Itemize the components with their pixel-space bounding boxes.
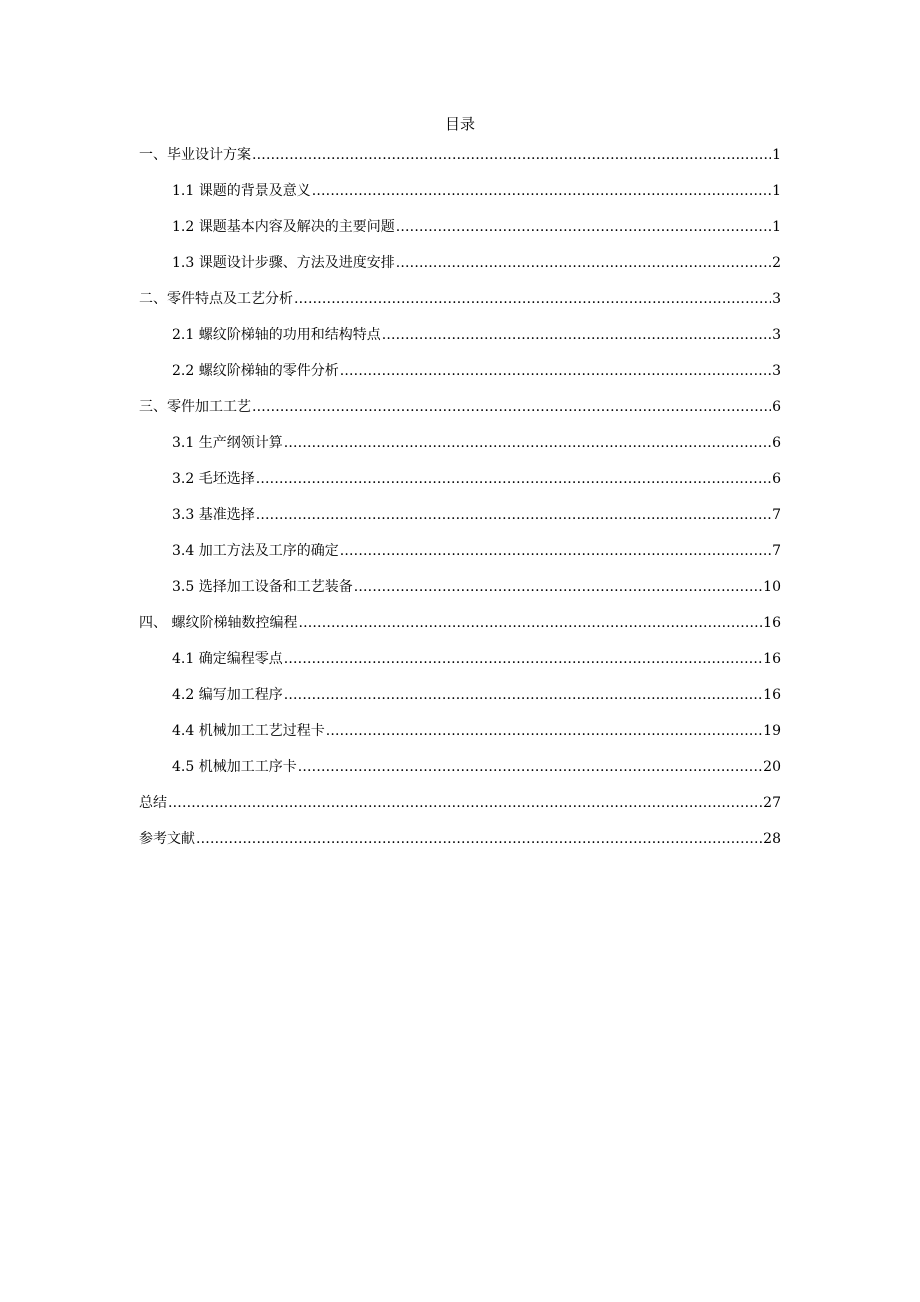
toc-entry[interactable] [139, 395, 781, 431]
toc-entry-text: 4.4 机械加工工艺过程卡 [172, 723, 325, 739]
toc-entry[interactable] [139, 143, 781, 179]
toc-leader-dots [168, 791, 762, 815]
toc-entry-text: 4.5 机械加工工序卡 [172, 759, 297, 775]
toc-leader-dots [326, 719, 762, 743]
toc-leader-dots [256, 503, 771, 527]
toc-entry-page: 2 [772, 255, 781, 271]
toc-entry[interactable] [139, 539, 781, 575]
toc-entry-page: 10 [763, 579, 781, 595]
toc-leader-dots [340, 359, 771, 383]
toc-entry-text: 1.2 课题基本内容及解决的主要问题 [172, 219, 395, 235]
toc-entry[interactable] [139, 575, 781, 611]
toc-entry-text: 3.2 毛坯选择 [172, 471, 255, 487]
toc-entry-text: 1.3 课题设计步骤、方法及进度安排 [172, 255, 395, 271]
toc-leader-dots [354, 575, 762, 599]
toc-leader-dots [256, 467, 771, 491]
toc-entry-text: 2.2 螺纹阶梯轴的零件分析 [172, 363, 339, 379]
toc-entry-text: 2.1 螺纹阶梯轴的功用和结构特点 [172, 327, 381, 343]
toc-entry-page: 7 [772, 543, 781, 559]
toc-leader-dots [396, 251, 771, 275]
toc-leader-dots [340, 539, 771, 563]
toc-entry-page: 1 [772, 183, 781, 199]
toc-entry[interactable] [139, 323, 781, 359]
toc-leader-dots [284, 431, 771, 455]
toc-entry[interactable] [139, 611, 781, 647]
toc-entry-text: 四、 螺纹阶梯轴数控编程 [139, 615, 298, 631]
toc-entry[interactable] [139, 647, 781, 683]
toc-entry-page: 3 [772, 327, 781, 343]
toc-entry-page: 28 [763, 831, 781, 847]
toc-entry[interactable] [139, 503, 781, 539]
toc-entry-page: 16 [763, 615, 781, 631]
toc-leader-dots [298, 755, 762, 779]
toc-entry[interactable] [139, 791, 781, 827]
toc-entry-text: 1.1 课题的背景及意义 [172, 183, 311, 199]
toc-entry[interactable] [139, 287, 781, 323]
toc-entry-page: 16 [763, 687, 781, 703]
toc-entry-text: 4.2 编写加工程序 [172, 687, 283, 703]
toc-entry[interactable] [139, 467, 781, 503]
toc-entry-text: 3.1 生产纲领计算 [172, 435, 283, 451]
toc-entry-page: 1 [772, 219, 781, 235]
toc-entry-page: 20 [763, 759, 781, 775]
toc-entry-page: 6 [772, 471, 781, 487]
toc-entry-page: 3 [772, 363, 781, 379]
toc-entry-text: 3.3 基准选择 [172, 507, 255, 523]
toc-leader-dots [312, 179, 771, 203]
toc-leader-dots [196, 827, 762, 851]
toc-entry-text: 3.4 加工方法及工序的确定 [172, 543, 339, 559]
toc-entry[interactable] [139, 179, 781, 215]
table-of-contents [139, 143, 781, 863]
toc-leader-dots [396, 215, 771, 239]
toc-leader-dots [298, 611, 762, 635]
toc-leader-dots [284, 647, 762, 671]
toc-entry[interactable] [139, 251, 781, 287]
toc-entry-page: 16 [763, 651, 781, 667]
toc-entry-page: 7 [772, 507, 781, 523]
toc-entry-text: 总结 [139, 795, 167, 811]
toc-entry-text: 4.1 确定编程零点 [172, 651, 283, 667]
toc-leader-dots [382, 323, 771, 347]
toc-entry-text: 二、零件特点及工艺分析 [139, 291, 293, 307]
toc-leader-dots [252, 395, 771, 419]
toc-entry-page: 1 [772, 147, 781, 163]
toc-entry-page: 19 [763, 723, 781, 739]
toc-leader-dots [252, 143, 771, 167]
toc-entry-text: 一、毕业设计方案 [139, 147, 251, 163]
toc-entry[interactable] [139, 827, 781, 863]
toc-entry[interactable] [139, 431, 781, 467]
toc-entry-text: 参考文献 [139, 831, 195, 847]
toc-entry[interactable] [139, 755, 781, 791]
toc-leader-dots [284, 683, 762, 707]
toc-entry-text: 三、零件加工工艺 [139, 399, 251, 415]
toc-entry[interactable] [139, 359, 781, 395]
toc-entry[interactable] [139, 215, 781, 251]
toc-entry-page: 27 [763, 795, 781, 811]
toc-title: 目录 [444, 115, 475, 133]
toc-entry-page: 6 [772, 435, 781, 451]
toc-entry-page: 3 [772, 291, 781, 307]
toc-entry-text: 3.5 选择加工设备和工艺装备 [172, 579, 353, 595]
toc-entry[interactable] [139, 683, 781, 719]
toc-entry-page: 6 [772, 399, 781, 415]
toc-leader-dots [294, 287, 771, 311]
toc-entry[interactable] [139, 719, 781, 755]
